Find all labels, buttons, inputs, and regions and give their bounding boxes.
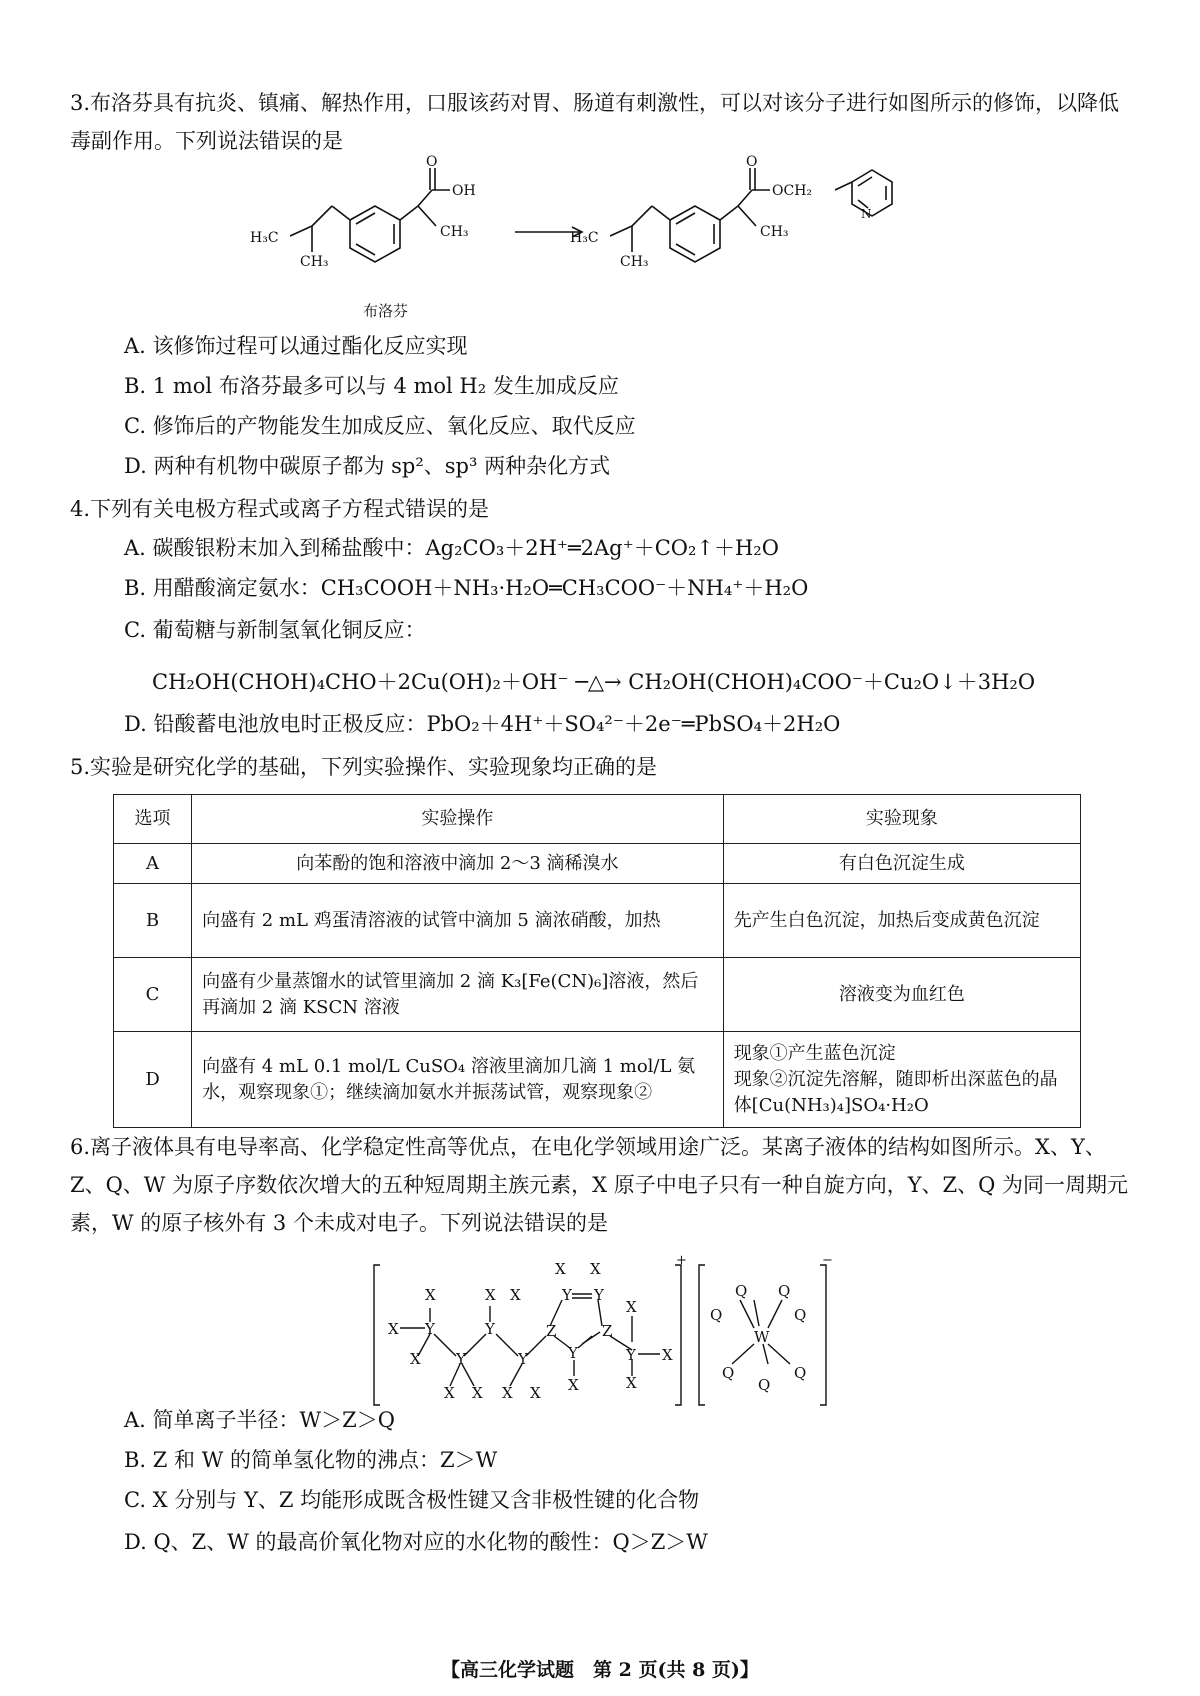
q3-stem: 3.布洛芬具有抗炎、镇痛、解热作用，口服该药对胃、肠道有刺激性，可以对该分子进行如图所示的修饰，以降低毒副作用。下列说法错误的是 [70, 91, 1120, 153]
q6-option-d: D. Q、Z、W 的最高价氧化物对应的水化物的酸性：Q＞Z＞W [124, 1530, 708, 1554]
svg-text:O: O [426, 154, 438, 170]
row-phenomenon: 有白色沉淀生成 [723, 844, 1080, 884]
svg-text:X: X [444, 1384, 455, 1402]
row-operation: 向盛有 2 mL 鸡蛋清溶液的试管中滴加 5 滴浓硝酸，加热 [192, 884, 724, 958]
svg-text:+: + [676, 1253, 687, 1268]
svg-text:Y: Y [485, 1320, 495, 1338]
header-option: 选项 [114, 795, 192, 844]
table-row [114, 958, 1081, 1032]
svg-text:H₃C: H₃C [250, 230, 279, 246]
phenomenon-2: 现象②沉淀先溶解，随即析出深蓝色的晶体[Cu(NH₃)₄]SO₄·H₂O [733, 1068, 1058, 1116]
header-phenomenon: 实验现象 [723, 795, 1080, 844]
svg-text:W: W [754, 1328, 770, 1346]
svg-text:Z: Z [602, 1322, 613, 1340]
experiment-table [113, 794, 1081, 1128]
q6-option-c: C. X 分别与 Y、Z 均能形成既含极性键又含非极性键的化合物 [124, 1488, 700, 1512]
page-footer: 【高三化学试题 第 2 页(共 8 页)】 [441, 1659, 759, 1681]
row-phenomenon: 先产生白色沉淀，加热后变成黄色沉淀 [723, 884, 1080, 958]
svg-text:X: X [472, 1384, 483, 1402]
table-row [114, 884, 1081, 958]
q3-option-b: B. 1 mol 布洛芬最多可以与 4 mol H₂ 发生加成反应 [124, 374, 619, 398]
table-header-row [114, 795, 1081, 844]
q4-option-c: C. 葡萄糖与新制氢氧化铜反应： [124, 618, 426, 642]
svg-text:Q: Q [758, 1376, 771, 1394]
table-row [114, 1032, 1081, 1128]
svg-text:X: X [510, 1286, 521, 1304]
phenomenon-1: 现象①产生蓝色沉淀 [733, 1042, 896, 1064]
svg-text:Y: Y [594, 1286, 604, 1304]
q6-option-a: A. 简单离子半径：W＞Z＞Q [124, 1408, 395, 1432]
svg-text:X: X [662, 1346, 673, 1364]
row-phenomenon [723, 1032, 1080, 1128]
svg-text:Q: Q [710, 1306, 723, 1324]
svg-text:Y: Y [562, 1286, 572, 1304]
svg-text:X: X [485, 1286, 496, 1304]
ibuprofen-reaction-figure [250, 154, 950, 320]
svg-text:X: X [410, 1350, 421, 1368]
svg-text:X: X [555, 1260, 566, 1278]
svg-text:Q: Q [735, 1282, 748, 1300]
svg-text:Z: Z [546, 1322, 557, 1340]
svg-text:CH₃: CH₃ [620, 254, 649, 270]
ibuprofen-label: 布洛芬 [363, 302, 409, 320]
svg-text:Y: Y [425, 1320, 435, 1338]
svg-text:H₃C: H₃C [570, 230, 599, 246]
svg-text:X: X [590, 1260, 601, 1278]
svg-text:CH₃: CH₃ [300, 254, 329, 270]
row-operation: 向盛有 4 mL 0.1 mol/L CuSO₄ 溶液里滴加几滴 1 mol/L 氨水，观察现象①；继续滴加氨水并振荡试管，观察现象② [192, 1032, 724, 1128]
header-operation: 实验操作 [192, 795, 724, 844]
svg-text:X: X [626, 1374, 637, 1392]
svg-text:CH₃: CH₃ [760, 224, 789, 240]
svg-text:−: − [822, 1253, 833, 1268]
q4-option-c-equation: CH₂OH(CHOH)₄CHO＋2Cu(OH)₂＋OH⁻ ─△→ CH₂OH(CHOH)₄COO⁻＋Cu₂O↓＋3H₂O [152, 670, 1036, 694]
q3-option-c: C. 修饰后的产物能发生加成反应、氧化反应、取代反应 [124, 414, 636, 438]
svg-text:Q: Q [722, 1364, 735, 1382]
row-option: C [114, 958, 192, 1032]
q3-option-a: A. 该修饰过程可以通过酯化反应实现 [124, 334, 468, 358]
q6-stem: 6.离子液体具有电导率高、化学稳定性高等优点，在电化学领域用途广泛。某离子液体的结构如图所示。X、Y、Z、Q、W 为原子序数依次增大的五种短周期主族元素，X 原子中电子只有一种自旋方向，Y、Z、Q 为同一周期元素，W 的原子核外有 3 个未成对电子。下列说法错误的是 [70, 1135, 1129, 1235]
svg-text:Y: Y [456, 1350, 466, 1368]
svg-text:X: X [425, 1286, 436, 1304]
q5-stem: 5.实验是研究化学的基础，下列实验操作、实验现象均正确的是 [70, 755, 658, 779]
svg-text:Q: Q [794, 1364, 807, 1382]
q6-option-b: B. Z 和 W 的简单氢化物的沸点：Z＞W [124, 1448, 498, 1472]
svg-text:X: X [626, 1298, 637, 1316]
ionic-liquid-structure-figure [370, 1253, 833, 1410]
q4-option-d: D. 铅酸蓄电池放电时正极反应：PbO₂＋4H⁺＋SO₄²⁻＋2e⁻═PbSO₄＋2H₂O [124, 712, 841, 736]
svg-text:Y: Y [568, 1344, 578, 1362]
svg-text:X: X [568, 1376, 579, 1394]
svg-text:N: N [861, 207, 872, 221]
svg-text:X: X [530, 1384, 541, 1402]
svg-text:O: O [746, 154, 758, 170]
row-option: A [114, 844, 192, 884]
row-operation: 向盛有少量蒸馏水的试管里滴加 2 滴 K₃[Fe(CN)₆]溶液，然后再滴加 2 滴 KSCN 溶液 [192, 958, 724, 1032]
svg-text:OCH₂: OCH₂ [772, 183, 813, 199]
q4-option-b: B. 用醋酸滴定氨水：CH₃COOH＋NH₃·H₂O═CH₃COO⁻＋NH₄⁺＋H₂O [124, 576, 809, 600]
svg-text:CH₃: CH₃ [440, 224, 469, 240]
svg-text:OH: OH [452, 183, 476, 199]
row-option: B [114, 884, 192, 958]
row-operation: 向苯酚的饱和溶液中滴加 2～3 滴稀溴水 [192, 844, 724, 884]
row-phenomenon: 溶液变为血红色 [723, 958, 1080, 1032]
table-row [114, 844, 1081, 884]
row-option: D [114, 1032, 192, 1128]
svg-text:X: X [502, 1384, 513, 1402]
svg-text:Q: Q [794, 1306, 807, 1324]
q4-option-a: A. 碳酸银粉末加入到稀盐酸中：Ag₂CO₃＋2H⁺═2Ag⁺＋CO₂↑＋H₂O [124, 536, 779, 560]
q4-stem: 4.下列有关电极方程式或离子方程式错误的是 [70, 497, 490, 521]
q3-option-d: D. 两种有机物中碳原子都为 sp²、sp³ 两种杂化方式 [124, 454, 611, 478]
svg-text:X: X [388, 1320, 399, 1338]
svg-text:Q: Q [778, 1282, 791, 1300]
svg-text:Y: Y [626, 1346, 636, 1364]
svg-text:Y: Y [518, 1350, 528, 1368]
